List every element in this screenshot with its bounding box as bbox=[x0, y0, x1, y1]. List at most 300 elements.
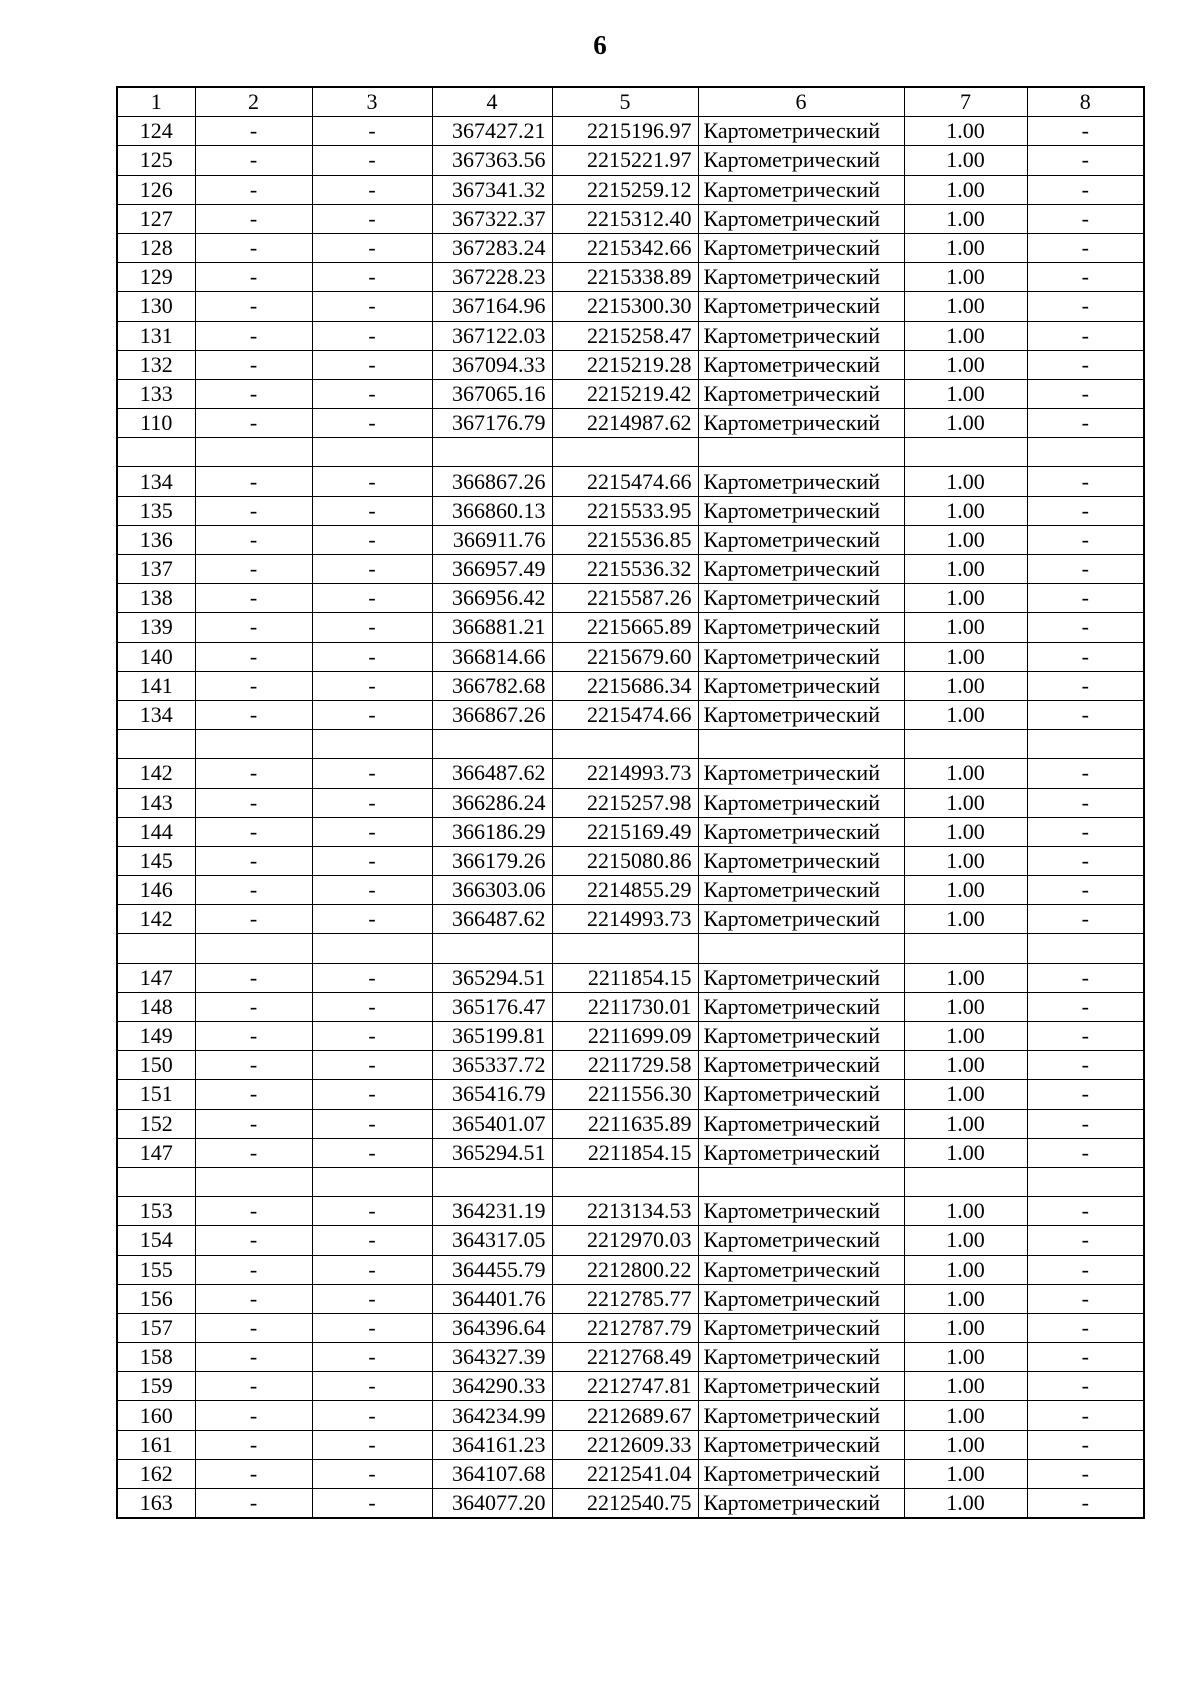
method-cell bbox=[698, 1167, 904, 1196]
col8-cell: - bbox=[1027, 321, 1144, 350]
table-row bbox=[117, 496, 1144, 525]
x-coordinate-cell: 365416.79 bbox=[432, 1080, 552, 1109]
table-row bbox=[117, 1255, 1144, 1284]
method-cell: Картометрический bbox=[698, 1080, 904, 1109]
col8-cell: - bbox=[1027, 1343, 1144, 1372]
x-coordinate-cell: 366867.26 bbox=[432, 467, 552, 496]
col8-cell: - bbox=[1027, 204, 1144, 233]
y-coordinate-cell: 2212768.49 bbox=[552, 1343, 698, 1372]
table-row bbox=[117, 1489, 1144, 1519]
point-number-cell: 133 bbox=[117, 379, 195, 408]
table-row bbox=[117, 146, 1144, 175]
point-number-cell: 156 bbox=[117, 1284, 195, 1313]
col8-cell: - bbox=[1027, 1226, 1144, 1255]
col2-cell: - bbox=[195, 817, 312, 846]
y-coordinate-cell: 2215300.30 bbox=[552, 292, 698, 321]
col8-cell: - bbox=[1027, 1138, 1144, 1167]
accuracy-cell: 1.00 bbox=[904, 292, 1027, 321]
method-cell: Картометрический bbox=[698, 204, 904, 233]
x-coordinate-cell: 365337.72 bbox=[432, 1051, 552, 1080]
col2-cell: - bbox=[195, 642, 312, 671]
point-number-cell: 128 bbox=[117, 233, 195, 262]
point-number-cell: 146 bbox=[117, 876, 195, 905]
col3-cell: - bbox=[312, 1080, 432, 1109]
accuracy-cell: 1.00 bbox=[904, 175, 1027, 204]
accuracy-cell: 1.00 bbox=[904, 992, 1027, 1021]
accuracy-cell: 1.00 bbox=[904, 263, 1027, 292]
col8-cell: - bbox=[1027, 876, 1144, 905]
col3-cell: - bbox=[312, 992, 432, 1021]
header-cell: 6 bbox=[698, 87, 904, 117]
col2-cell: - bbox=[195, 1226, 312, 1255]
col8-cell: - bbox=[1027, 963, 1144, 992]
col2-cell bbox=[195, 934, 312, 963]
col8-cell: - bbox=[1027, 1372, 1144, 1401]
y-coordinate-cell: 2215533.95 bbox=[552, 496, 698, 525]
col2-cell: - bbox=[195, 1197, 312, 1226]
method-cell bbox=[698, 730, 904, 759]
col3-cell: - bbox=[312, 1138, 432, 1167]
x-coordinate-cell: 366957.49 bbox=[432, 555, 552, 584]
y-coordinate-cell: 2215169.49 bbox=[552, 817, 698, 846]
col2-cell: - bbox=[195, 379, 312, 408]
x-coordinate-cell bbox=[432, 730, 552, 759]
y-coordinate-cell: 2211854.15 bbox=[552, 963, 698, 992]
separator-row bbox=[117, 438, 1144, 467]
accuracy-cell bbox=[904, 438, 1027, 467]
x-coordinate-cell: 364077.20 bbox=[432, 1489, 552, 1519]
col2-cell: - bbox=[195, 671, 312, 700]
accuracy-cell: 1.00 bbox=[904, 700, 1027, 729]
method-cell: Картометрический bbox=[698, 379, 904, 408]
table-row bbox=[117, 1051, 1144, 1080]
col3-cell: - bbox=[312, 759, 432, 788]
y-coordinate-cell: 2215342.66 bbox=[552, 233, 698, 262]
col2-cell: - bbox=[195, 1430, 312, 1459]
y-coordinate-cell: 2211556.30 bbox=[552, 1080, 698, 1109]
x-coordinate-cell: 364327.39 bbox=[432, 1343, 552, 1372]
col3-cell: - bbox=[312, 788, 432, 817]
page-number: 6 bbox=[593, 30, 607, 60]
x-coordinate-cell: 364234.99 bbox=[432, 1401, 552, 1430]
point-number-cell: 110 bbox=[117, 409, 195, 438]
accuracy-cell: 1.00 bbox=[904, 905, 1027, 934]
accuracy-cell: 1.00 bbox=[904, 525, 1027, 554]
method-cell: Картометрический bbox=[698, 525, 904, 554]
col2-cell: - bbox=[195, 409, 312, 438]
col2-cell: - bbox=[195, 1343, 312, 1372]
x-coordinate-cell: 366956.42 bbox=[432, 584, 552, 613]
method-cell: Картометрический bbox=[698, 613, 904, 642]
col2-cell: - bbox=[195, 788, 312, 817]
col8-cell: - bbox=[1027, 1284, 1144, 1313]
y-coordinate-cell: 2215219.28 bbox=[552, 350, 698, 379]
col3-cell: - bbox=[312, 379, 432, 408]
accuracy-cell: 1.00 bbox=[904, 671, 1027, 700]
col2-cell: - bbox=[195, 525, 312, 554]
y-coordinate-cell: 2212970.03 bbox=[552, 1226, 698, 1255]
accuracy-cell: 1.00 bbox=[904, 1226, 1027, 1255]
table-row bbox=[117, 117, 1144, 146]
accuracy-cell: 1.00 bbox=[904, 1372, 1027, 1401]
method-cell: Картометрический bbox=[698, 788, 904, 817]
y-coordinate-cell: 2215257.98 bbox=[552, 788, 698, 817]
col8-cell: - bbox=[1027, 1430, 1144, 1459]
table-row bbox=[117, 992, 1144, 1021]
col8-cell: - bbox=[1027, 379, 1144, 408]
accuracy-cell: 1.00 bbox=[904, 1313, 1027, 1342]
point-number-cell: 141 bbox=[117, 671, 195, 700]
col8-cell: - bbox=[1027, 1022, 1144, 1051]
table-row bbox=[117, 204, 1144, 233]
x-coordinate-cell: 364401.76 bbox=[432, 1284, 552, 1313]
col3-cell: - bbox=[312, 1343, 432, 1372]
point-number-cell: 134 bbox=[117, 467, 195, 496]
accuracy-cell: 1.00 bbox=[904, 876, 1027, 905]
point-number-cell: 129 bbox=[117, 263, 195, 292]
y-coordinate-cell bbox=[552, 1167, 698, 1196]
method-cell: Картометрический bbox=[698, 876, 904, 905]
method-cell: Картометрический bbox=[698, 1401, 904, 1430]
col2-cell: - bbox=[195, 233, 312, 262]
accuracy-cell: 1.00 bbox=[904, 1489, 1027, 1519]
method-cell: Картометрический bbox=[698, 146, 904, 175]
col2-cell: - bbox=[195, 759, 312, 788]
col3-cell: - bbox=[312, 175, 432, 204]
accuracy-cell: 1.00 bbox=[904, 963, 1027, 992]
x-coordinate-cell: 365176.47 bbox=[432, 992, 552, 1021]
x-coordinate-cell bbox=[432, 1167, 552, 1196]
method-cell: Картометрический bbox=[698, 263, 904, 292]
method-cell: Картометрический bbox=[698, 1226, 904, 1255]
method-cell: Картометрический bbox=[698, 467, 904, 496]
col3-cell bbox=[312, 438, 432, 467]
col3-cell: - bbox=[312, 146, 432, 175]
col8-cell: - bbox=[1027, 584, 1144, 613]
col2-cell: - bbox=[195, 1284, 312, 1313]
method-cell: Картометрический bbox=[698, 1313, 904, 1342]
point-number-cell: 140 bbox=[117, 642, 195, 671]
col3-cell: - bbox=[312, 1313, 432, 1342]
accuracy-cell: 1.00 bbox=[904, 204, 1027, 233]
point-number-cell: 135 bbox=[117, 496, 195, 525]
x-coordinate-cell: 366881.21 bbox=[432, 613, 552, 642]
accuracy-cell: 1.00 bbox=[904, 817, 1027, 846]
method-cell: Картометрический bbox=[698, 1430, 904, 1459]
col3-cell: - bbox=[312, 1401, 432, 1430]
col2-cell: - bbox=[195, 555, 312, 584]
table-row bbox=[117, 1372, 1144, 1401]
y-coordinate-cell: 2214993.73 bbox=[552, 759, 698, 788]
point-number-cell: 149 bbox=[117, 1022, 195, 1051]
col8-cell: - bbox=[1027, 555, 1144, 584]
table-row bbox=[117, 292, 1144, 321]
col2-cell: - bbox=[195, 321, 312, 350]
x-coordinate-cell: 367283.24 bbox=[432, 233, 552, 262]
x-coordinate-cell: 364161.23 bbox=[432, 1430, 552, 1459]
col8-cell: - bbox=[1027, 350, 1144, 379]
point-number-cell: 137 bbox=[117, 555, 195, 584]
col2-cell: - bbox=[195, 876, 312, 905]
accuracy-cell: 1.00 bbox=[904, 1197, 1027, 1226]
col8-cell: - bbox=[1027, 613, 1144, 642]
table-row bbox=[117, 233, 1144, 262]
y-coordinate-cell: 2211699.09 bbox=[552, 1022, 698, 1051]
accuracy-cell: 1.00 bbox=[904, 146, 1027, 175]
col8-cell: - bbox=[1027, 467, 1144, 496]
point-number-cell: 144 bbox=[117, 817, 195, 846]
x-coordinate-cell: 367427.21 bbox=[432, 117, 552, 146]
col3-cell: - bbox=[312, 1489, 432, 1519]
col8-cell: - bbox=[1027, 496, 1144, 525]
col8-cell: - bbox=[1027, 292, 1144, 321]
x-coordinate-cell: 367164.96 bbox=[432, 292, 552, 321]
method-cell: Картометрический bbox=[698, 1284, 904, 1313]
x-coordinate-cell: 366860.13 bbox=[432, 496, 552, 525]
table-row bbox=[117, 1343, 1144, 1372]
table-body bbox=[117, 87, 1144, 1518]
method-cell: Картометрический bbox=[698, 584, 904, 613]
x-coordinate-cell: 366286.24 bbox=[432, 788, 552, 817]
col3-cell: - bbox=[312, 409, 432, 438]
y-coordinate-cell: 2212800.22 bbox=[552, 1255, 698, 1284]
col3-cell: - bbox=[312, 233, 432, 262]
method-cell: Картометрический bbox=[698, 1372, 904, 1401]
accuracy-cell: 1.00 bbox=[904, 642, 1027, 671]
col8-cell: - bbox=[1027, 117, 1144, 146]
table-row bbox=[117, 700, 1144, 729]
table-row bbox=[117, 409, 1144, 438]
point-number-cell: 162 bbox=[117, 1459, 195, 1488]
col2-cell: - bbox=[195, 700, 312, 729]
table-row bbox=[117, 1022, 1144, 1051]
x-coordinate-cell: 364290.33 bbox=[432, 1372, 552, 1401]
col8-cell: - bbox=[1027, 1313, 1144, 1342]
col3-cell: - bbox=[312, 117, 432, 146]
point-number-cell: 147 bbox=[117, 1138, 195, 1167]
method-cell: Картометрический bbox=[698, 292, 904, 321]
method-cell: Картометрический bbox=[698, 1109, 904, 1138]
col2-cell: - bbox=[195, 584, 312, 613]
col2-cell bbox=[195, 1167, 312, 1196]
table-row bbox=[117, 642, 1144, 671]
y-coordinate-cell: 2215196.97 bbox=[552, 117, 698, 146]
y-coordinate-cell bbox=[552, 934, 698, 963]
col2-cell: - bbox=[195, 292, 312, 321]
col8-cell: - bbox=[1027, 146, 1144, 175]
point-number-cell: 142 bbox=[117, 905, 195, 934]
point-number-cell: 145 bbox=[117, 846, 195, 875]
table-row bbox=[117, 876, 1144, 905]
table-row bbox=[117, 1138, 1144, 1167]
table-row bbox=[117, 788, 1144, 817]
table-row bbox=[117, 321, 1144, 350]
separator-row bbox=[117, 1167, 1144, 1196]
accuracy-cell: 1.00 bbox=[904, 1430, 1027, 1459]
col3-cell: - bbox=[312, 1459, 432, 1488]
point-number-cell: 154 bbox=[117, 1226, 195, 1255]
y-coordinate-cell: 2214993.73 bbox=[552, 905, 698, 934]
header-cell: 4 bbox=[432, 87, 552, 117]
accuracy-cell: 1.00 bbox=[904, 467, 1027, 496]
x-coordinate-cell: 367341.32 bbox=[432, 175, 552, 204]
col2-cell: - bbox=[195, 496, 312, 525]
separator-row bbox=[117, 934, 1144, 963]
x-coordinate-cell: 367228.23 bbox=[432, 263, 552, 292]
x-coordinate-cell: 366186.29 bbox=[432, 817, 552, 846]
col3-cell: - bbox=[312, 467, 432, 496]
accuracy-cell: 1.00 bbox=[904, 846, 1027, 875]
table-row bbox=[117, 1284, 1144, 1313]
col2-cell: - bbox=[195, 1401, 312, 1430]
accuracy-cell: 1.00 bbox=[904, 1343, 1027, 1372]
col2-cell: - bbox=[195, 350, 312, 379]
method-cell: Картометрический bbox=[698, 321, 904, 350]
col3-cell: - bbox=[312, 846, 432, 875]
col2-cell: - bbox=[195, 1138, 312, 1167]
table-row bbox=[117, 1197, 1144, 1226]
x-coordinate-cell: 367122.03 bbox=[432, 321, 552, 350]
col2-cell bbox=[195, 438, 312, 467]
col3-cell: - bbox=[312, 263, 432, 292]
header-cell: 2 bbox=[195, 87, 312, 117]
col2-cell bbox=[195, 730, 312, 759]
table-row bbox=[117, 1430, 1144, 1459]
col8-cell bbox=[1027, 438, 1144, 467]
col2-cell: - bbox=[195, 1459, 312, 1488]
y-coordinate-cell: 2215536.32 bbox=[552, 555, 698, 584]
table-row bbox=[117, 584, 1144, 613]
y-coordinate-cell: 2215474.66 bbox=[552, 700, 698, 729]
y-coordinate-cell: 2212787.79 bbox=[552, 1313, 698, 1342]
y-coordinate-cell: 2212747.81 bbox=[552, 1372, 698, 1401]
point-number-cell: 157 bbox=[117, 1313, 195, 1342]
col8-cell: - bbox=[1027, 788, 1144, 817]
method-cell: Картометрический bbox=[698, 1459, 904, 1488]
col2-cell: - bbox=[195, 175, 312, 204]
x-coordinate-cell: 364231.19 bbox=[432, 1197, 552, 1226]
col3-cell: - bbox=[312, 496, 432, 525]
method-cell: Картометрический bbox=[698, 671, 904, 700]
x-coordinate-cell: 364455.79 bbox=[432, 1255, 552, 1284]
point-number-cell: 160 bbox=[117, 1401, 195, 1430]
accuracy-cell: 1.00 bbox=[904, 584, 1027, 613]
col8-cell: - bbox=[1027, 846, 1144, 875]
col3-cell: - bbox=[312, 1109, 432, 1138]
point-number-cell: 159 bbox=[117, 1372, 195, 1401]
y-coordinate-cell: 2215312.40 bbox=[552, 204, 698, 233]
table-row bbox=[117, 555, 1144, 584]
x-coordinate-cell: 366179.26 bbox=[432, 846, 552, 875]
col8-cell: - bbox=[1027, 759, 1144, 788]
method-cell: Картометрический bbox=[698, 700, 904, 729]
header-cell: 3 bbox=[312, 87, 432, 117]
point-number-cell: 151 bbox=[117, 1080, 195, 1109]
col8-cell: - bbox=[1027, 671, 1144, 700]
x-coordinate-cell: 366911.76 bbox=[432, 525, 552, 554]
method-cell: Картометрический bbox=[698, 1255, 904, 1284]
y-coordinate-cell: 2212541.04 bbox=[552, 1459, 698, 1488]
col8-cell: - bbox=[1027, 817, 1144, 846]
x-coordinate-cell: 364317.05 bbox=[432, 1226, 552, 1255]
x-coordinate-cell: 367094.33 bbox=[432, 350, 552, 379]
method-cell: Картометрический bbox=[698, 1051, 904, 1080]
col3-cell: - bbox=[312, 525, 432, 554]
method-cell: Картометрический bbox=[698, 350, 904, 379]
x-coordinate-cell: 366867.26 bbox=[432, 700, 552, 729]
col2-cell: - bbox=[195, 467, 312, 496]
col8-cell: - bbox=[1027, 409, 1144, 438]
point-number-cell bbox=[117, 1167, 195, 1196]
col2-cell: - bbox=[195, 905, 312, 934]
y-coordinate-cell: 2211730.01 bbox=[552, 992, 698, 1021]
x-coordinate-cell: 364396.64 bbox=[432, 1313, 552, 1342]
col8-cell: - bbox=[1027, 700, 1144, 729]
table-row bbox=[117, 759, 1144, 788]
accuracy-cell: 1.00 bbox=[904, 1284, 1027, 1313]
y-coordinate-cell: 2212689.67 bbox=[552, 1401, 698, 1430]
x-coordinate-cell: 367363.56 bbox=[432, 146, 552, 175]
x-coordinate-cell: 366782.68 bbox=[432, 671, 552, 700]
col3-cell: - bbox=[312, 555, 432, 584]
table-row bbox=[117, 525, 1144, 554]
col8-cell: - bbox=[1027, 1401, 1144, 1430]
point-number-cell bbox=[117, 438, 195, 467]
x-coordinate-cell: 367322.37 bbox=[432, 204, 552, 233]
method-cell: Картометрический bbox=[698, 233, 904, 262]
y-coordinate-cell: 2211635.89 bbox=[552, 1109, 698, 1138]
y-coordinate-cell: 2211854.15 bbox=[552, 1138, 698, 1167]
x-coordinate-cell: 365294.51 bbox=[432, 963, 552, 992]
point-number-cell: 131 bbox=[117, 321, 195, 350]
col3-cell: - bbox=[312, 204, 432, 233]
table-row bbox=[117, 846, 1144, 875]
point-number-cell: 134 bbox=[117, 700, 195, 729]
header-row bbox=[117, 87, 1144, 117]
accuracy-cell: 1.00 bbox=[904, 1022, 1027, 1051]
y-coordinate-cell: 2213134.53 bbox=[552, 1197, 698, 1226]
accuracy-cell: 1.00 bbox=[904, 321, 1027, 350]
col2-cell: - bbox=[195, 1109, 312, 1138]
table-row bbox=[117, 1109, 1144, 1138]
method-cell: Картометрический bbox=[698, 555, 904, 584]
method-cell: Картометрический bbox=[698, 1022, 904, 1051]
col3-cell: - bbox=[312, 1197, 432, 1226]
accuracy-cell: 1.00 bbox=[904, 1459, 1027, 1488]
separator-row bbox=[117, 730, 1144, 759]
accuracy-cell: 1.00 bbox=[904, 496, 1027, 525]
point-number-cell: 142 bbox=[117, 759, 195, 788]
table-row bbox=[117, 671, 1144, 700]
y-coordinate-cell: 2215686.34 bbox=[552, 671, 698, 700]
col2-cell: - bbox=[195, 1489, 312, 1519]
y-coordinate-cell: 2214855.29 bbox=[552, 876, 698, 905]
x-coordinate-cell: 366487.62 bbox=[432, 759, 552, 788]
col3-cell bbox=[312, 730, 432, 759]
accuracy-cell bbox=[904, 730, 1027, 759]
point-number-cell: 161 bbox=[117, 1430, 195, 1459]
y-coordinate-cell: 2215665.89 bbox=[552, 613, 698, 642]
x-coordinate-cell bbox=[432, 934, 552, 963]
accuracy-cell: 1.00 bbox=[904, 613, 1027, 642]
point-number-cell: 158 bbox=[117, 1343, 195, 1372]
point-number-cell: 147 bbox=[117, 963, 195, 992]
col8-cell: - bbox=[1027, 905, 1144, 934]
y-coordinate-cell: 2215679.60 bbox=[552, 642, 698, 671]
point-number-cell: 138 bbox=[117, 584, 195, 613]
col3-cell: - bbox=[312, 876, 432, 905]
table-row bbox=[117, 613, 1144, 642]
